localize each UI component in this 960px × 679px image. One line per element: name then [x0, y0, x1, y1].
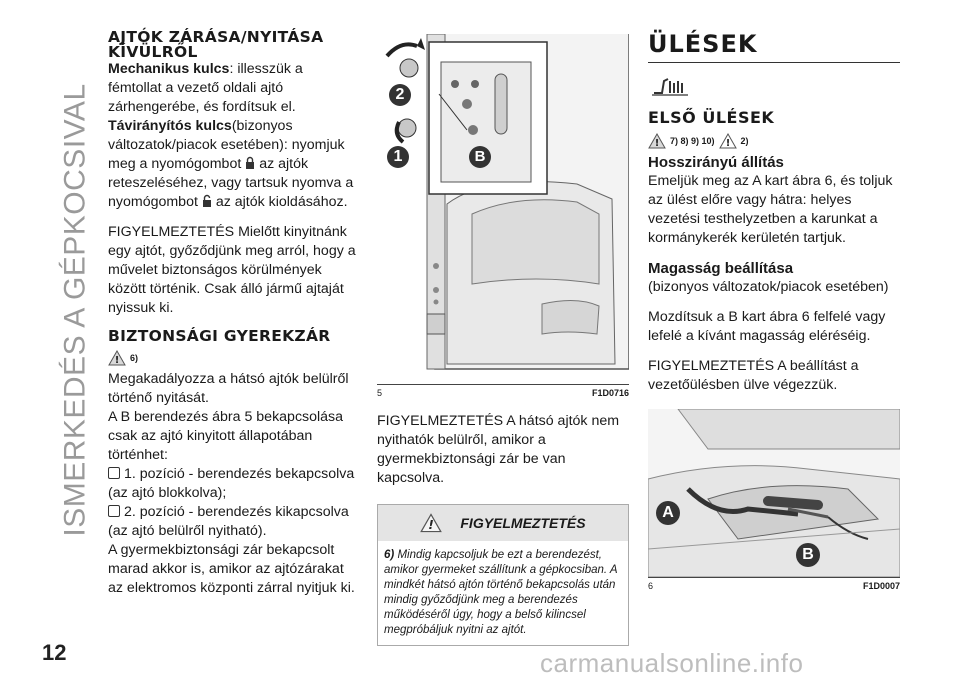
callout-1: 1: [387, 146, 409, 168]
heading-height: Magasság beállítása: [648, 260, 794, 277]
svg-text:!: !: [725, 138, 730, 149]
door-illustration: [377, 34, 629, 384]
child-lock-purpose: Megakadályozza a hátsó ajtók belülről történő nyitását.: [108, 371, 349, 406]
warning-triangle-icon: [108, 350, 126, 366]
column-left: [108, 30, 358, 598]
figure-child-lock: [377, 34, 629, 385]
callout-2: 2: [389, 84, 411, 106]
heading-seats: ÜLÉSEK: [648, 30, 900, 63]
bullet-position-2: 2. pozíció - berendezés kikapcsolva (az ajtó belülről nyitható).: [108, 504, 349, 539]
heading-front-seats: ELSŐ ÜLÉSEK: [648, 108, 775, 127]
watermark-text: carmanualsonline.info: [540, 648, 804, 678]
svg-text:!: !: [428, 518, 435, 533]
seat-illustration: [648, 409, 900, 577]
figure-6-caption: 6 F1D0007: [648, 581, 900, 591]
warning-box-header: ! FIGYELMEZTETÉS: [378, 505, 628, 541]
callout-a: A: [656, 501, 680, 525]
bullet-icon: [108, 505, 120, 517]
warning-reference: ! 6): [108, 350, 358, 366]
warning-paragraph: FIGYELMEZTETÉS Mielőtt kinyitnánk egy ajtót, győződjünk meg arról, hogy a művelet biztonságos körülmények között történik. Csak álló jármű ajtaját nyissuk ki.: [108, 224, 356, 316]
warning-triangle-icon: [420, 513, 442, 533]
unlock-icon: [202, 194, 212, 208]
mechanical-key-para: Mechanikus kulcs: illesszük a fémtollat a vezető oldali ajtó zárhengerébe, és fordítsuk el.: [108, 61, 303, 115]
warning-references: ! 7) 8) 9) 10) ! 2): [648, 133, 900, 149]
caution-triangle-icon: [719, 133, 737, 149]
seat-icon: [648, 75, 692, 97]
heading-door-locking: AJTÓK ZÁRÁSA/NYITÁSA KÍVÜLRŐL: [108, 28, 324, 61]
callout-b-seat: B: [796, 543, 820, 567]
warning-triangle-icon: [648, 133, 666, 149]
warning-box-body: 6) Mindig kapcsoljuk be ezt a berendezést, amikor gyermeket szállítunk a gépkocsiban. A mindkét hátsó ajtón történő bekapcsolás után mindig győződjünk meg a berendezés működéséről úgy, hogy a belső kilincsel megpróbáljuk nyitni az ajtót.: [384, 549, 618, 636]
figure-seat-adjust: [648, 409, 900, 578]
remote-key-para: Távirányítós kulcs(bizonyos változatok/piacok esetében): nyomjuk meg a nyomógombot az ajtók reteszeléséhez, vagy tartsuk nyomva a nyomógombot az ajtók kioldásához.: [108, 118, 354, 210]
heading-child-lock: BIZTONSÁGI GYEREKZÁR: [108, 327, 331, 345]
page-number: 12: [42, 640, 67, 665]
svg-text:!: !: [114, 355, 120, 366]
figure-5-caption: 5 F1D0716: [377, 388, 629, 398]
svg-text:!: !: [654, 138, 660, 149]
side-section-title: ISMERKEDÉS A GÉPKOCSIVAL: [59, 83, 92, 537]
bullet-position-1: 1. pozíció - berendezés bekapcsolva (az ajtó blokkolva);: [108, 466, 355, 501]
child-lock-note: A gyermekbiztonsági zár bekapcsolt marad akkor is, amikor az ajtózárakat az elektromos központi zárral nyitjuk ki.: [108, 542, 355, 596]
warning-box: [377, 504, 629, 646]
child-lock-warning-para: FIGYELMEZTETÉS A hátsó ajtók nem nyithatók belülről, amikor a gyermekbiztonsági zár be van kapcsolva.: [377, 413, 620, 486]
bullet-icon: [108, 467, 120, 479]
seat-warning-para: FIGYELMEZTETÉS A beállítást a vezetőülésben ülve végezzük.: [648, 358, 859, 393]
child-lock-activation: A B berendezés ábra 5 bekapcsolása csak az ajtó kinyitott állapotában történhet:: [108, 409, 344, 463]
callout-b: B: [469, 146, 491, 168]
heading-longitudinal: Hosszirányú állítás: [648, 154, 784, 171]
lock-icon: [245, 156, 255, 170]
longitudinal-para: Emeljük meg az A kart ábra 6, és toljuk az ülést előre vagy hátra: helyes vezetési testhelyzetben a karunkat a kormánykerék kerületén tartjuk.: [648, 173, 893, 246]
height-note: (bizonyos változatok/piacok esetében): [648, 279, 889, 295]
height-para: Mozdítsuk a B kart ábra 6 felfelé vagy lefelé a kívánt magasság eléréséig.: [648, 309, 886, 344]
column-middle: [377, 34, 629, 646]
column-right: [648, 30, 900, 591]
